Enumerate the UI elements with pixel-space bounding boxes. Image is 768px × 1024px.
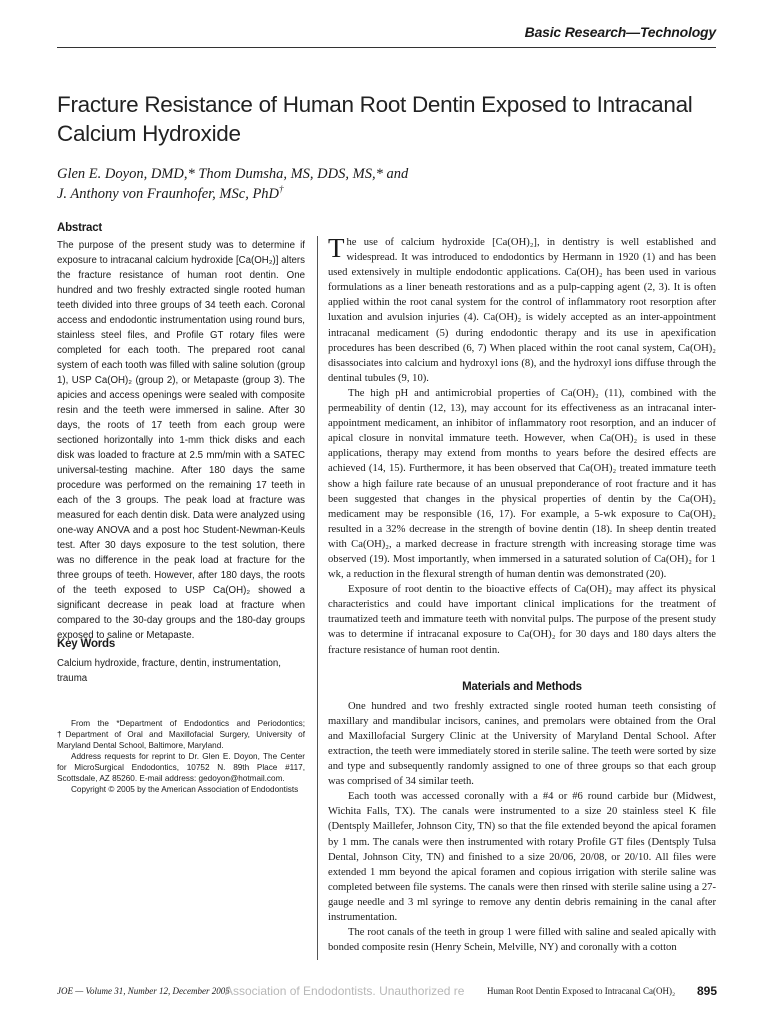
abstract-text: The purpose of the present study was to determine if exposure to intracanal calcium hydroxide [Ca(OH₂)] alters the fracture resistance of human root dentin. One hundred and two freshly extracted single rooted human teeth divided into three groups of 34 teeth each. Coronal access and endodontic instrumentation using round burs, stainless steel files, and Profile GT rotary files were completed for each tooth. The prepared root canal system of each tooth was filled with saline solution (group 1), USP Ca(OH)₂ (group 2), or Metapaste (group 3). The apicies and access openings were sealed with composite resin and the teeth were immersed in saline. After 30 days, the roots of 17 teeth from each group were sectioned horizontally into 1-mm thick disks and each disk was loaded to fracture at 2.5 mm/min with a SATEC universal-testing machine. After 180 days the same procedure was performed on the remaining 17 teeth in each of the 3 groups. The peak load at fracture was measured for each dentin disk. Data were analyzed using one-way ANOVA and a post hoc Student-Newman-Keuls test. After 30 days exposure to the test solution, there was no difference in the peak load at fracture for the three groups of teeth. However, after 180 days, the roots of the teeth exposed to USP Ca(OH)₂ showed a significant decrease in peak load at fracture when compared to the 30-day groups and the 180-day groups exposed to saline or Metapaste. [57, 240, 305, 641]
page-number: 895 [696, 984, 717, 998]
main-body [328, 235, 716, 955]
drop-cap: T [328, 233, 345, 263]
article-title: Fracture Resistance of Human Root Dentin Exposed to Intracanal Calcium Hydroxide [57, 92, 693, 146]
footnote-copyright: Copyright © 2005 by the American Association of Endodontists [71, 785, 299, 794]
abstract-heading: Abstract [57, 222, 103, 234]
methods-paragraph-1: One hundred and two freshly extracted single rooted human teeth consisting of maxillary and mandibular incisors, canines, and premolars were obtained from the Oral and Maxillofacial Surgery Clinic at the University of Maryland Dental School. After extraction, the teeth were immediately stored in sterile saline. The teeth were sorted by size and type and subsequently randomly assigned to one of three groups so that each group was comprised of 34 similar teeth. [328, 700, 716, 788]
header-rule [57, 47, 716, 48]
footnote-reprint: Address requests for reprint to Dr. Glen E. Doyon, The Center for MicroSurgical Endodontics, 10752 N. 89th Place #117, Scottsdale, AZ 85260. E-mail address: gedoyon@hotmail.com. [57, 752, 305, 783]
running-title: Human Root Dentin Exposed to Intracanal Ca(OH)₂ [487, 986, 676, 996]
section-heading: Basic Research—Technology [524, 24, 716, 40]
keywords-heading: Key Words [57, 638, 116, 650]
page-footer [57, 984, 717, 1000]
intro-paragraph-2: The high pH and antimicrobial properties of Ca(OH)₂ (11), combined with the permeability of dentin (12, 13), may account for its effectiveness as an intracanal inter-appointment medicament, an inhibitor of inflammatory root resorption, and an inducer of apical closure in nonvital immature teeth. However, when Ca(OH)₂ is used in these applications, therapy may extend from months to years before the desired effects are achieved (14, 15). Furthermore, it has been observed that Ca(OH)₂ treated immature teeth show a high failure rate because of an unusual preponderance of root fracture and it has been suggested that changes in the physical properties of dentin by the Ca(OH)₂ medicament may be responsible (16, 17). For example, a 5-wk exposure to Ca(OH)₂ resulted in a 32% decrease in the strength of bovine dentin (18). In sheep dentin treated with Ca(OH)₂, a marked decrease in fracture strength with increasing storage time was observed (19). Most importantly, when immersed in a saturated solution of Ca(OH)₂ for 1 wk, a reduction in the flexural strength of human dentin was demonstrated (20). [328, 387, 716, 581]
footnotes [57, 718, 305, 795]
footnote-affiliation: From the *Department of Endodontics and Periodontics; †Department of Oral and Maxillofacial Surgery, University of Maryland Dental School, Baltimore, Maryland. [57, 719, 305, 750]
affiliation-mark: † [279, 184, 284, 195]
journal-citation: JOE — Volume 31, Number 12, December 2005 [57, 986, 230, 996]
author-list [57, 164, 717, 204]
methods-paragraph-2: Each tooth was accessed coronally with a #4 or #6 round carbide bur (Midwest, Wichita Falls, TX). The canals were instrumented to a size 20 stainless steel K file (Dentsply Maillefer, Johnson City, TN) so that the file extended beyond the apical foramen by 1 mm. The canals were then instrumented with rotary Profile GT files (Dentsply Tulsa Dental, Johnson City, TN) and finished to a size 20/06, 20/08, or 20/10. All files were extended 1 mm beyond the apical foramen and copious irrigation with sterile saline was completed between file systems. The canals were then rinsed with sterile saline using a 27-gauge needle and 3 ml syringe to remove any dentin debris remaining in the canal after instrumentation. [328, 791, 716, 924]
watermark-text: Association of Endodontists. Unauthorized re [225, 984, 465, 998]
intro-paragraph-1-text: he use of calcium hydroxide [Ca(OH)₂], in dentistry is well established and widespread. It was introduced to endodontics by Hermann in 1920 (1) and has been used extensively in multiple endodontic applications. Ca(OH)₂ has been used in various formulations as a liner beneath restorations and as a pulp-capping agent (2, 3). It is often applied within the root canal system for the control of inflammatory root resorption after luxation and avulsion injuries (4). Ca(OH)₂ is widely accepted as an inter-appointment intracanal medicament (5) during endodontic therapy and its use in apexification procedures has been described (6, 7) When placed within the root canal system, Ca(OH)₂ disassociates into calcium and hydroxyl ions (8), and the hydroxyl ions diffuse through the dentinal tubules (9, 10). [328, 237, 716, 384]
methods-heading: Materials and Methods [462, 680, 582, 693]
keywords-text: Calcium hydroxide, fracture, dentin, instrumentation, trauma [57, 658, 281, 684]
authors-line-2 [57, 184, 717, 204]
authors-line-2-text: J. Anthony von Fraunhofer, MSc, PhD [57, 186, 280, 202]
intro-paragraph-1 [328, 235, 716, 386]
authors-line-1: Glen E. Doyon, DMD,* Thom Dumsha, MS, DDS, MS,* and [57, 166, 409, 182]
column-divider [317, 236, 318, 960]
methods-paragraph-3: The root canals of the teeth in group 1 were filled with saline and sealed apically with bonded composite resin (Henry Schein, Melville, NY) and coronally with a cotton [328, 927, 716, 954]
intro-paragraph-3: Exposure of root dentin to the bioactive effects of Ca(OH)₂ may affect its physical characteristics and could have important clinical implications for the treatment of traumatized teeth and immature teeth with nonvital pulps. The purpose of the present study was to determine if intracanal exposure to Ca(OH)₂ for 30 days and 180 days alters the fracture resistance of human root dentin. [328, 584, 716, 656]
